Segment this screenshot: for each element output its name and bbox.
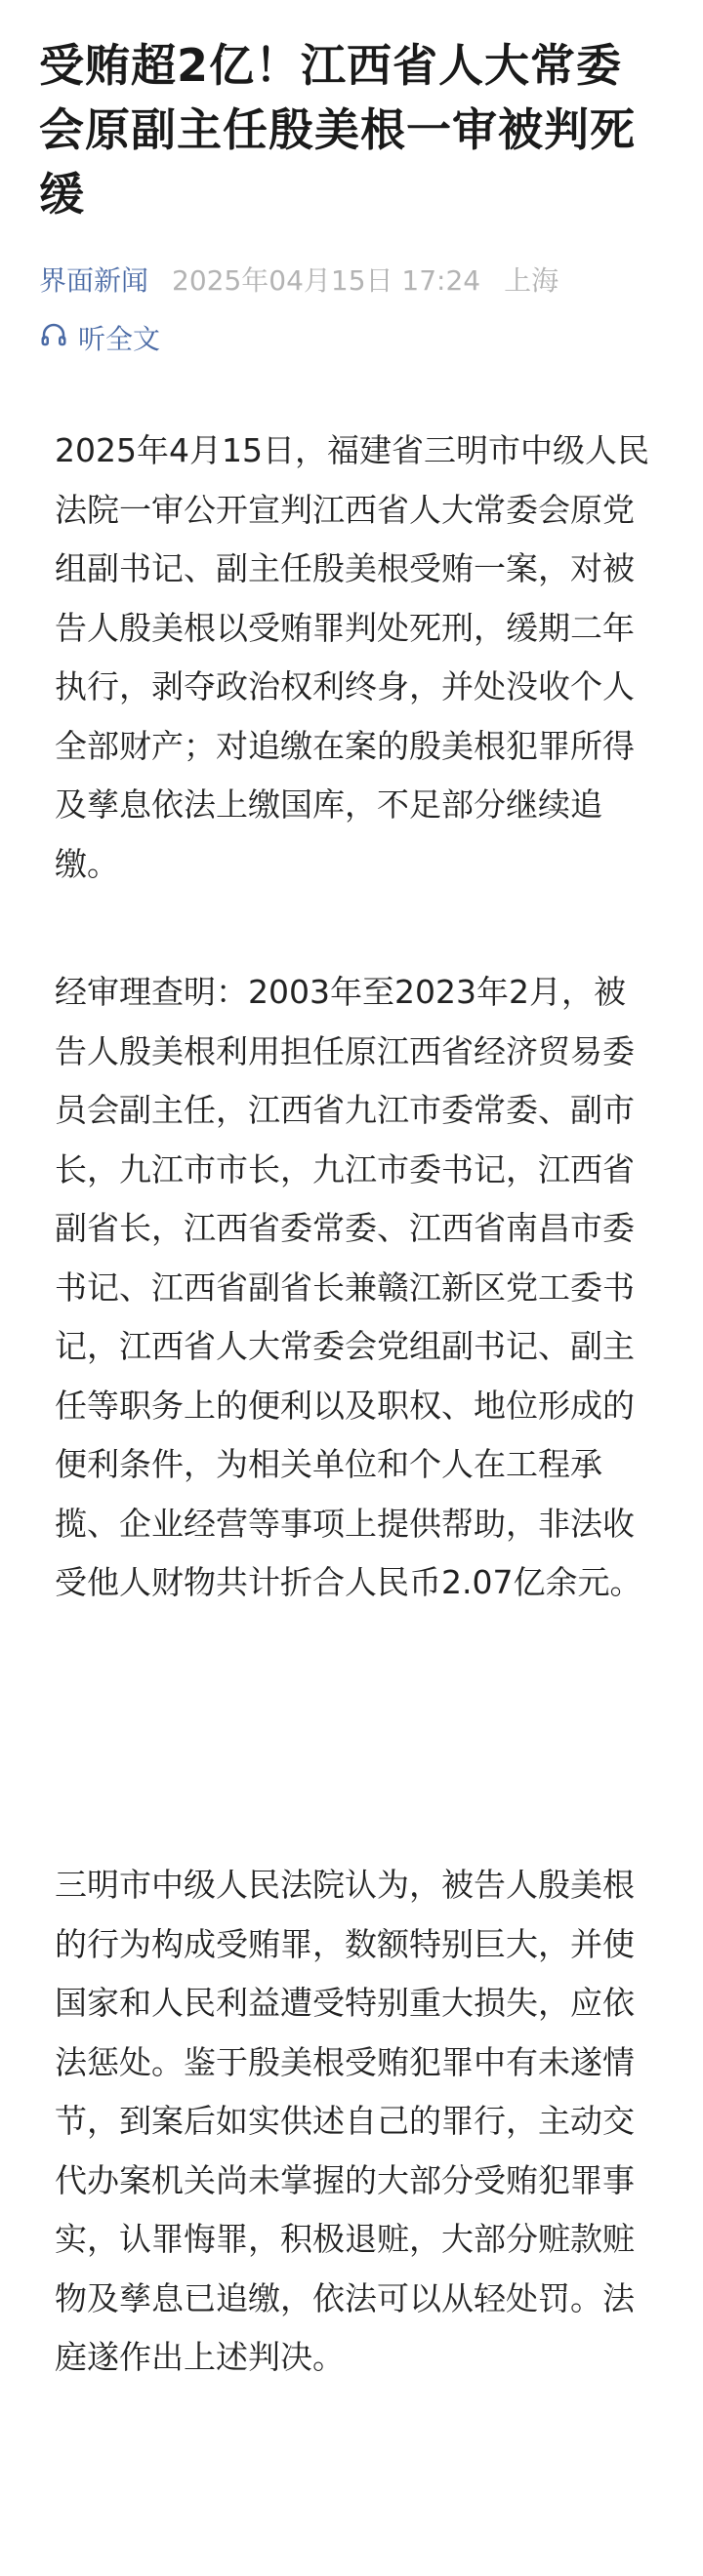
article-title: 受贿超2亿！江西省人大常委会原副主任殷美根一审被判死缓 [39, 39, 636, 221]
article-paragraph-3: 三明市中级人民法院认为，被告人殷美根的行为构成受贿罪，数额特别巨大，并使国家和人民利益遭受特别重大损失，应依法惩处。鉴于殷美根受贿犯罪中有未遂情节，到案后如实供述自己的罪行，主动交代办案机关尚未掌握的大部分受贿犯罪事实，认罪悔罪，积极退赃，大部分赃款赃物及孳息已追缴，依法可以从轻处罚。法庭遂作出上述判决。 [55, 1866, 635, 2376]
publish-time: 2025年04月15日 17:24 [172, 264, 481, 297]
headphones-icon [39, 320, 78, 356]
listen-full-button[interactable] [39, 314, 160, 361]
article-meta [39, 256, 558, 302]
source-link[interactable]: 界面新闻 [39, 264, 149, 297]
page-footer-space [0, 2537, 703, 2576]
listen-full-label: 听全文 [78, 323, 161, 355]
article-paragraph-1: 2025年4月15日，福建省三明市中级人民法院一审公开宣判江西省人大常委会原党组副书记、副主任殷美根受贿一案，对被告人殷美根以受贿罪判处死刑，缓期二年执行，剥夺政治权利终身，并处没收个人全部财产；对追缴在案的殷美根犯罪所得及孳息依法上缴国库，不足部分继续追缴。 [55, 431, 649, 883]
publish-location: 上海 [504, 264, 559, 297]
article-paragraph-2: 经审理查明：2003年至2023年2月，被告人殷美根利用担任原江西省经济贸易委员会副主任，江西省九江市委常委、副市长，九江市市长，九江市委书记，江西省副省长，江西省委常委、江西省南昌市委书记、江西省副省长兼赣江新区党工委书记，江西省人大常委会党组副书记、副主任等职务上的便利以及职权、地位形成的便利条件，为相关单位和个人在工程承揽、企业经营等事项上提供帮助，非法收受他人财物共计折合人民币2.07亿余元。 [55, 973, 642, 1601]
